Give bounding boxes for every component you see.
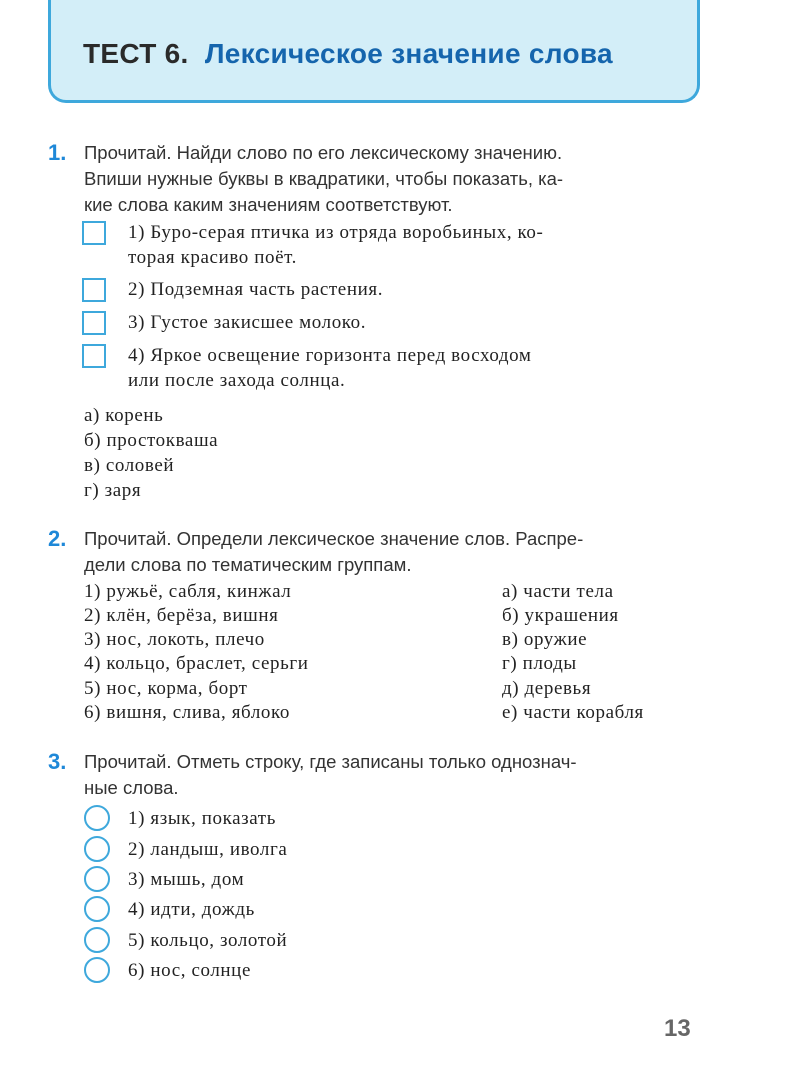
definition-4-line-2: или после захода солнца. (128, 370, 346, 391)
question-1-instruction-line-2: Впиши нужные буквы в квадратики, чтобы показать, ка- (84, 168, 564, 189)
question-1-instruction-line-1: Прочитай. Найди слово по его лексическому значению. (84, 142, 563, 163)
definition-1-line-1: 1) Буро-серая птичка из отряда воробьиных, ко- (128, 222, 544, 243)
test-title (83, 38, 613, 70)
test-topic: Лексическое значение слова (204, 38, 613, 69)
theme-c: в) оружие (502, 629, 588, 650)
word-group-5: 5) нос, корма, борт (84, 678, 248, 699)
option-radio-2[interactable] (84, 836, 110, 862)
answer-box-1[interactable] (82, 221, 106, 245)
option-1-label: 1) язык, показать (128, 808, 276, 829)
answer-box-3[interactable] (82, 311, 106, 335)
option-radio-6[interactable] (84, 957, 110, 983)
question-2-instruction-line-1: Прочитай. Определи лексическое значение слов. Распре- (84, 528, 584, 549)
question-2-instruction-line-2: дели слова по тематическим группам. (84, 554, 412, 575)
word-b: б) простокваша (84, 430, 219, 451)
word-group-1: 1) ружьё, сабля, кинжал (84, 581, 292, 602)
option-5-label: 5) кольцо, золотой (128, 930, 288, 951)
option-radio-4[interactable] (84, 896, 110, 922)
word-group-6: 6) вишня, слива, яблоко (84, 702, 290, 723)
test-header-banner (48, 0, 700, 103)
definition-3: 3) Густое закисшее молоко. (128, 312, 367, 333)
answer-box-2[interactable] (82, 278, 106, 302)
definition-4-line-1: 4) Яркое освещение горизонта перед восходом (128, 345, 532, 366)
question-1-number: 1. (48, 140, 67, 165)
word-group-3: 3) нос, локоть, плечо (84, 629, 265, 650)
option-radio-5[interactable] (84, 927, 110, 953)
option-2-label: 2) ландыш, иволга (128, 839, 288, 860)
page-number: 13 (664, 1015, 691, 1042)
test-number-label: ТЕСТ 6. (83, 38, 189, 69)
option-6-label: 6) нос, солнце (128, 960, 251, 981)
theme-e: д) деревья (502, 678, 592, 699)
question-3-instruction-line-1: Прочитай. Отметь строку, где записаны только однознач- (84, 751, 577, 772)
question-3-instruction-line-2: ные слова. (84, 777, 179, 798)
word-c: в) соловей (84, 455, 175, 476)
answer-box-4[interactable] (82, 344, 106, 368)
word-a: а) корень (84, 405, 164, 426)
question-1-instruction-line-3: кие слова каким значениям соответствуют. (84, 194, 453, 215)
word-d: г) заря (84, 480, 142, 501)
question-3-number: 3. (48, 749, 67, 774)
theme-b: б) украшения (502, 605, 619, 626)
word-group-2: 2) клён, берёза, вишня (84, 605, 279, 626)
theme-a: а) части тела (502, 581, 614, 602)
option-3-label: 3) мышь, дом (128, 869, 245, 890)
definition-1-line-2: торая красиво поёт. (128, 247, 297, 268)
option-radio-3[interactable] (84, 866, 110, 892)
option-radio-1[interactable] (84, 805, 110, 831)
question-2-number: 2. (48, 526, 67, 551)
definition-2: 2) Подземная часть растения. (128, 279, 384, 300)
theme-f: е) части корабля (502, 702, 644, 723)
theme-d: г) плоды (502, 653, 577, 674)
option-4-label: 4) идти, дождь (128, 899, 255, 920)
word-group-4: 4) кольцо, браслет, серьги (84, 653, 309, 674)
